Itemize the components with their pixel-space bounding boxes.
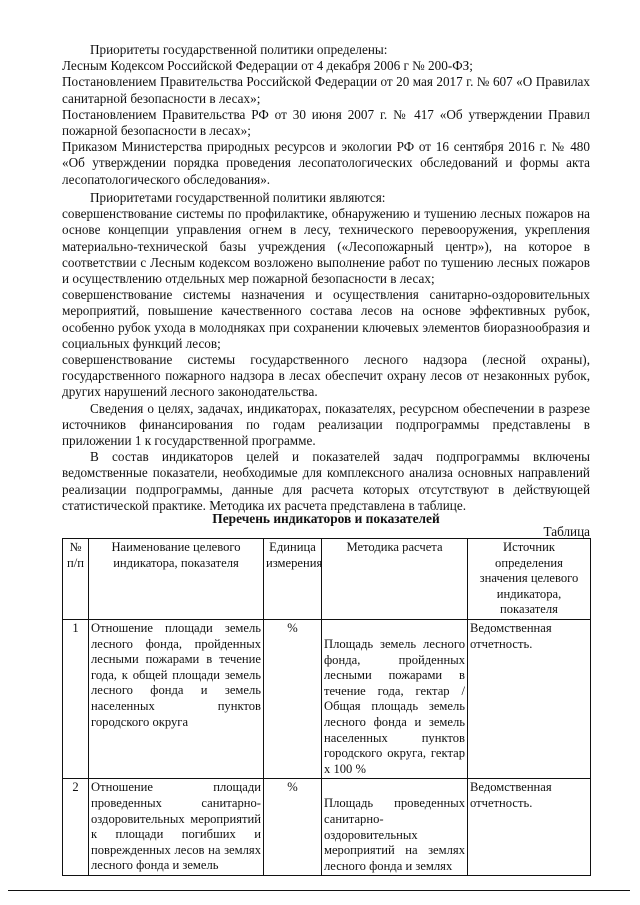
row-method: Площадь проведенных санитарно-оздоровительных мероприятий на землях лесного фонда и землях <box>324 796 465 873</box>
row-num: 2 <box>63 779 89 876</box>
table-title: Перечень индикаторов и показателей <box>212 511 440 526</box>
row-unit: % <box>264 619 322 778</box>
row-source: Ведомственная отчетность. <box>468 779 591 876</box>
header-source: Источник определения значения целевого индикатора, показателя <box>468 539 591 620</box>
priorities-lead: Приоритетами государственной политики являются: <box>90 190 386 205</box>
row-method-cell <box>322 779 468 876</box>
priority-item: совершенствование системы государственного лесного надзора (лесной охраны), государственного пожарного надзора в лесах обеспечит охрану лесов от незаконных рубок, других нарушений лесного законодательства. <box>62 352 590 400</box>
law-item: Постановлением Правительства РФ от 30 июня 2007 г. № 417 «Об утверждении Правил пожарной безопасности в лесах»; <box>62 106 590 139</box>
table-label: Таблица <box>543 524 590 539</box>
row-unit: % <box>264 779 322 876</box>
law-item: Постановлением Правительства Российской Федерации от 20 мая 2017 г. № 607 «О Правилах санитарной безопасности в лесах»; <box>62 74 590 106</box>
priority-item: совершенствование системы по профилактике, обнаружению и тушению лесных пожаров на основе концепции управления огнем в лесу, технического перевооружения, укрепления материально-технической базы учреждения («Лесопожарный центр»), на которое в соответствии с Лесным кодексом возложено выполнение работ по тушению лесных пожаров и осуществлению отдельных мер пожарной безопасности в лесах; <box>62 206 590 287</box>
intro-lead: Приоритеты государственной политики определены: <box>90 42 388 57</box>
row-source: Ведомственная отчетность. <box>468 619 591 778</box>
row-name: Отношение площади земель лесного фонда, пройденных лесными пожарами в течение года, к общей площади земель лесного фонда и земель населенных пунктов городского округа <box>89 619 264 778</box>
indicators-paragraph: В состав индикаторов целей и показателей задач подпрограммы включены ведомственные показатели, необходимые для комплексного анализа основных направлений реализации подпрограммы, данные для расчета которых отсутствуют в действующей статистической практике. Методика их расчета представлена в таблице. <box>62 449 590 513</box>
table-header-row <box>63 539 591 620</box>
indicators-table <box>62 538 591 876</box>
priorities-section <box>62 190 590 514</box>
header-num: № п/п <box>63 539 89 620</box>
table-row <box>63 619 591 778</box>
law-item: Приказом Министерства природных ресурсов и экологии РФ от 16 сентября 2016 г. № 480 «Об утверждении порядка проведения лесопатологических обследований и формы акта лесопатологического обследования». <box>62 139 590 187</box>
table-row <box>63 779 591 876</box>
law-item: Лесным Кодексом Российской Федерации от 4 декабря 2006 г № 200-ФЗ; <box>62 58 473 74</box>
priorities-basis-section <box>62 42 590 188</box>
page-bottom-rule <box>8 890 630 891</box>
row-name: Отношение площади проведенных санитарно-оздоровительных мероприятий к площади погибших и поврежденных лесов на землях лесного фонда и земель <box>89 779 264 876</box>
row-num: 1 <box>63 619 89 778</box>
priority-item: совершенствование системы назначения и осуществления санитарно-оздоровительных мероприятий, повышение качественного состава лесов на основе эффективных рубок, особенно рубок ухода в молодняках при сохранении ключевых элементов биоразнообразия и социальных функций лесов; <box>62 287 590 351</box>
row-method: Площадь земель лесного фонда, пройденных лесными пожарами в течение года, гектар / Общая площадь земель лесного фонда и земель населенных пунктов городского округа, гектар x 100 % <box>324 636 465 776</box>
header-method: Методика расчета <box>322 539 468 620</box>
header-unit: Единица измерения <box>264 539 322 620</box>
resources-paragraph: Сведения о целях, задачах, индикаторах, показателях, ресурсном обеспечении в разрезе источников финансирования по годам реализации подпрограммы представлены в приложении 1 к государственной программе. <box>62 400 590 449</box>
row-method-cell <box>322 619 468 778</box>
header-name: Наименование целевого индикатора, показателя <box>89 539 264 620</box>
